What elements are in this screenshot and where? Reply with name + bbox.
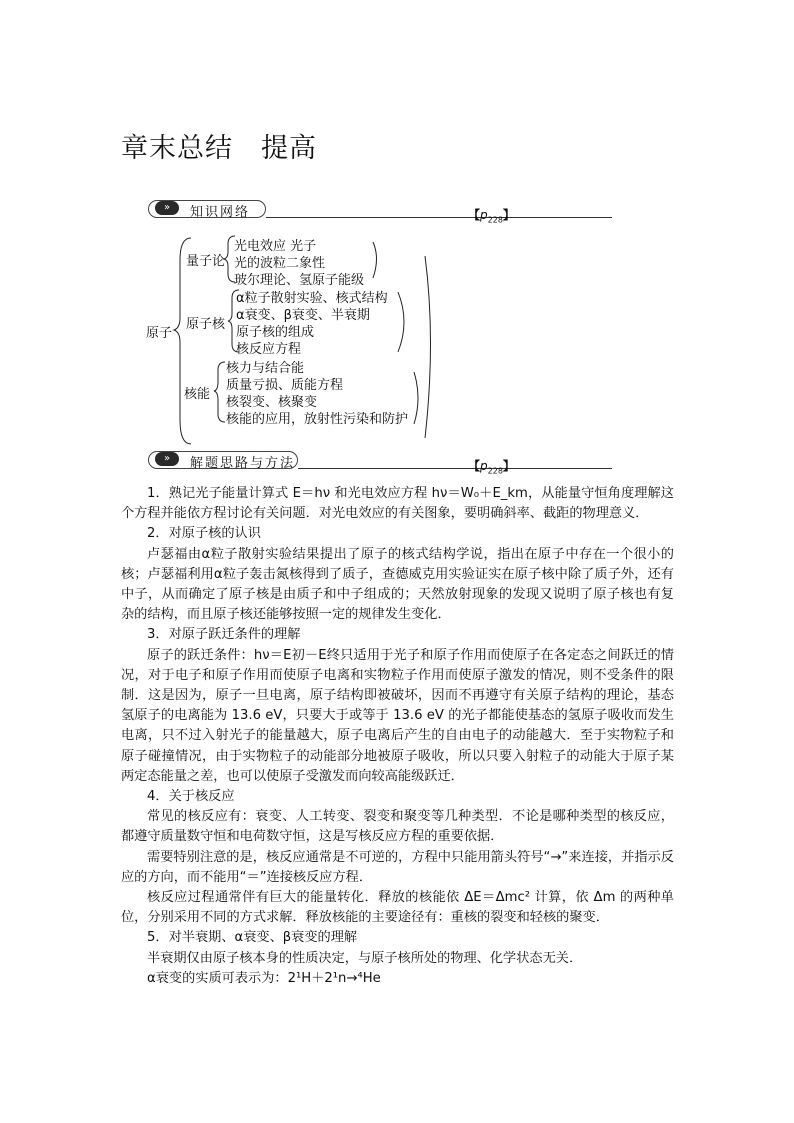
tree-group-label-nucleus: 原子核 xyxy=(186,317,226,332)
methods-body xyxy=(121,484,674,989)
paragraph: 常见的核反应有：衰变、人工转变、裂变和聚变等几种类型．不论是哪种类型的核反应，都遵守质量数守恒和电荷数守恒，这是写核反应方程的重要依据． xyxy=(121,809,674,845)
tree-item: 核反应方程 xyxy=(236,342,302,357)
tree-item: 玻尔理论、氢原子能级 xyxy=(234,273,365,288)
page-title: 章末总结 提高 xyxy=(121,133,317,164)
chevron-double-icon: » xyxy=(155,201,179,215)
tree-item: 核能的应用，放射性污染和防护 xyxy=(226,412,409,427)
page-reference: 【$p_{228}$】 xyxy=(468,208,515,225)
tree-group-label-quantum: 量子论 xyxy=(186,254,226,269)
paragraph: 需要特别注意的是，核反应通常是不可逆的，方程中只能用箭头符号“→”来连接，并指示反应的方向，而不能用“＝”连接核反应方程． xyxy=(121,849,674,885)
tree-item: 原子核的组成 xyxy=(236,325,315,340)
tree-root-label: 原子 xyxy=(146,326,173,341)
tree-item: 光的波粒二象性 xyxy=(234,256,326,271)
tree-group-label-nuclear-energy: 核能 xyxy=(184,387,211,402)
section-header-methods xyxy=(148,451,518,471)
tree-item: α衰变、β衰变、半衰期 xyxy=(236,308,370,323)
chevron-double-icon: » xyxy=(155,452,179,466)
subheading: 4．关于核反应 xyxy=(147,789,235,805)
subheading: 2．对原子核的认识 xyxy=(147,526,261,542)
paragraph: α衰变的实质可表示为：2¹H＋2¹n→⁴He xyxy=(147,970,381,986)
paragraph: 1．熟记光子能量计算式 E＝hν 和光电效应方程 hν＝W₀＋E_km，从能量守恒角度理解这个方程并能依方程讨论有关问题．对光电效应的有关图象，要明确斜率、截距的物理意义． xyxy=(121,486,674,522)
subheading: 5．对半衰期、α衰变、β衰变的理解 xyxy=(147,930,358,946)
paragraph: 原子的跃迁条件：hν＝E初－E终只适用于光子和原子作用而使原子在各定态之间跃迁的情况，对于电子和原子作用而使原子电离和实物粒子作用而使原子激发的情况，则不受条件的限制．这是因为，原子一旦电离，原子结构即被破坏，因而不再遵守有关原子结构的理论，基态氢原子的电离能为 13.6 eV，只要大于或等于 13.6 eV 的光子都能使基态的氢原子吸收而发生电离，只不过入射光子的能量越大，原子电离后产生的自由电子的动能越大．至于实物粒子和原子碰撞情况，由于实物粒子的动能部分地被原子吸收，所以只要入射粒子的动能大于原子某两定态能量之差，也可以使原子受激发而向较高能级跃迁． xyxy=(121,647,674,784)
tree-item: 光电效应 光子 xyxy=(234,239,317,254)
section-label: 解题思路与方法 xyxy=(190,456,296,471)
tree-item: 质量亏损、质能方程 xyxy=(226,378,344,393)
tree-item: α粒子散射实验、核式结构 xyxy=(236,291,388,306)
tree-item: 核裂变、核聚变 xyxy=(226,395,318,410)
paragraph: 半衰期仅由原子核本身的性质决定，与原子核所处的物理、化学状态无关． xyxy=(147,950,583,966)
tree-item: 核力与结合能 xyxy=(226,361,305,376)
paragraph: 核反应过程通常伴有巨大的能量转化．释放的核能依 ΔE＝Δmc² 计算，依 Δm 的两种单位，分别采用不同的方式求解．释放核能的主要途径有：重核的裂变和轻核的聚变． xyxy=(121,890,674,926)
section-label: 知识网络 xyxy=(190,205,251,220)
subheading: 3．对原子跃迁条件的理解 xyxy=(147,627,301,643)
paragraph: 卢瑟福由α粒子散射实验结果提出了原子的核式结构学说，指出在原子中存在一个很小的核；卢瑟福利用α粒子轰击氮核得到了质子，查德威克用实验证实在原子核中除了质子外，还有中子，从而确定了原子核是由质子和中子组成的；天然放射现象的发现又说明了原子核也有复杂的结构，而且原子核还能够按照一定的规律发生变化． xyxy=(121,546,674,623)
page-reference: 【$p_{228}$】 xyxy=(468,459,515,476)
